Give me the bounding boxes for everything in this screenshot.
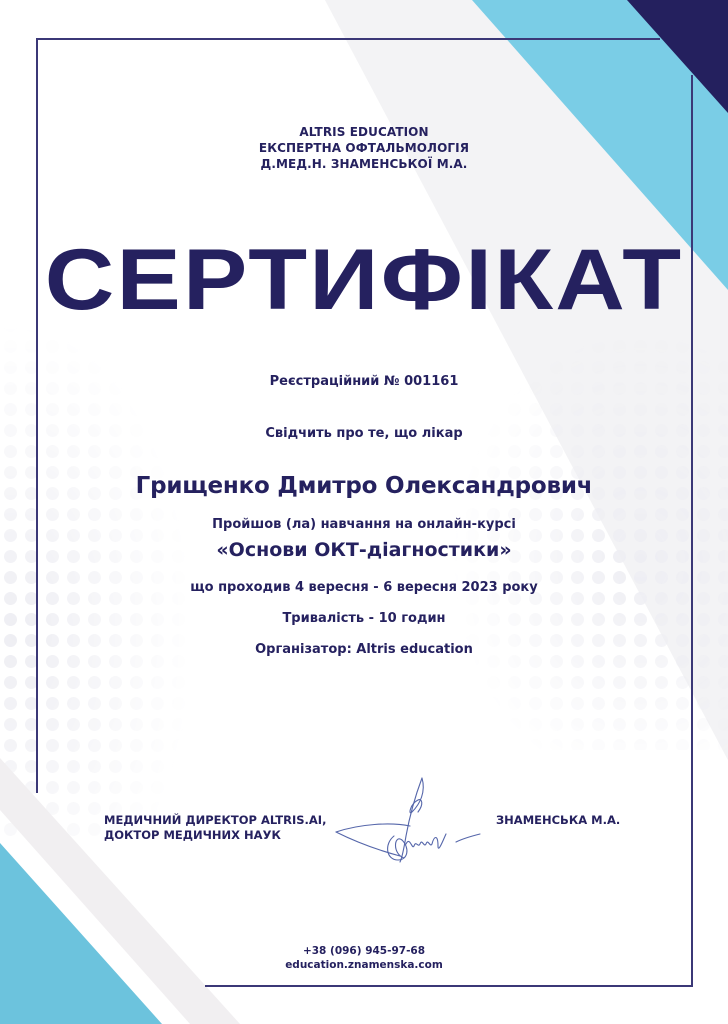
issuer-header <box>0 124 728 172</box>
signer-title <box>104 813 326 843</box>
signature-icon <box>330 774 495 869</box>
signer-name: ЗНАМЕНСЬКА М.А. <box>496 813 621 827</box>
certificate-title: СЕРТИФІКАТ <box>44 232 684 328</box>
contact-phone: +38 (096) 945-97-68 <box>302 945 426 957</box>
issuer-line-3: Д.МЕД.Н. ЗНАМЕНСЬКОЇ М.А. <box>260 157 468 171</box>
signer-title-line-1: МЕДИЧНИЙ ДИРЕКТОР ALTRIS.AI, <box>104 813 327 827</box>
course-dates: що проходив 4 вересня - 6 вересня 2023 року <box>190 580 538 595</box>
course-duration: Тривалість - 10 годин <box>282 611 446 626</box>
certifies-text: Свідчить про те, що лікар <box>265 426 463 441</box>
registration-number: Реєстраційний № 001161 <box>269 374 459 389</box>
contact-website: education.znamenska.com <box>285 959 443 971</box>
course-organizer: Організатор: Altris education <box>255 642 473 657</box>
issuer-line-1: ALTRIS EDUCATION <box>299 125 429 139</box>
course-title: «Основи ОКТ-діагностики» <box>216 539 512 561</box>
recipient-name: Грищенко Дмитро Олександрович <box>135 473 593 499</box>
completed-course-text: Пройшов (ла) навчання на онлайн-курсі <box>212 517 516 532</box>
signer-title-line-2: ДОКТОР МЕДИЧНИХ НАУК <box>104 828 281 842</box>
contacts <box>0 944 728 972</box>
issuer-line-2: ЕКСПЕРТНА ОФТАЛЬМОЛОГІЯ <box>258 141 470 155</box>
